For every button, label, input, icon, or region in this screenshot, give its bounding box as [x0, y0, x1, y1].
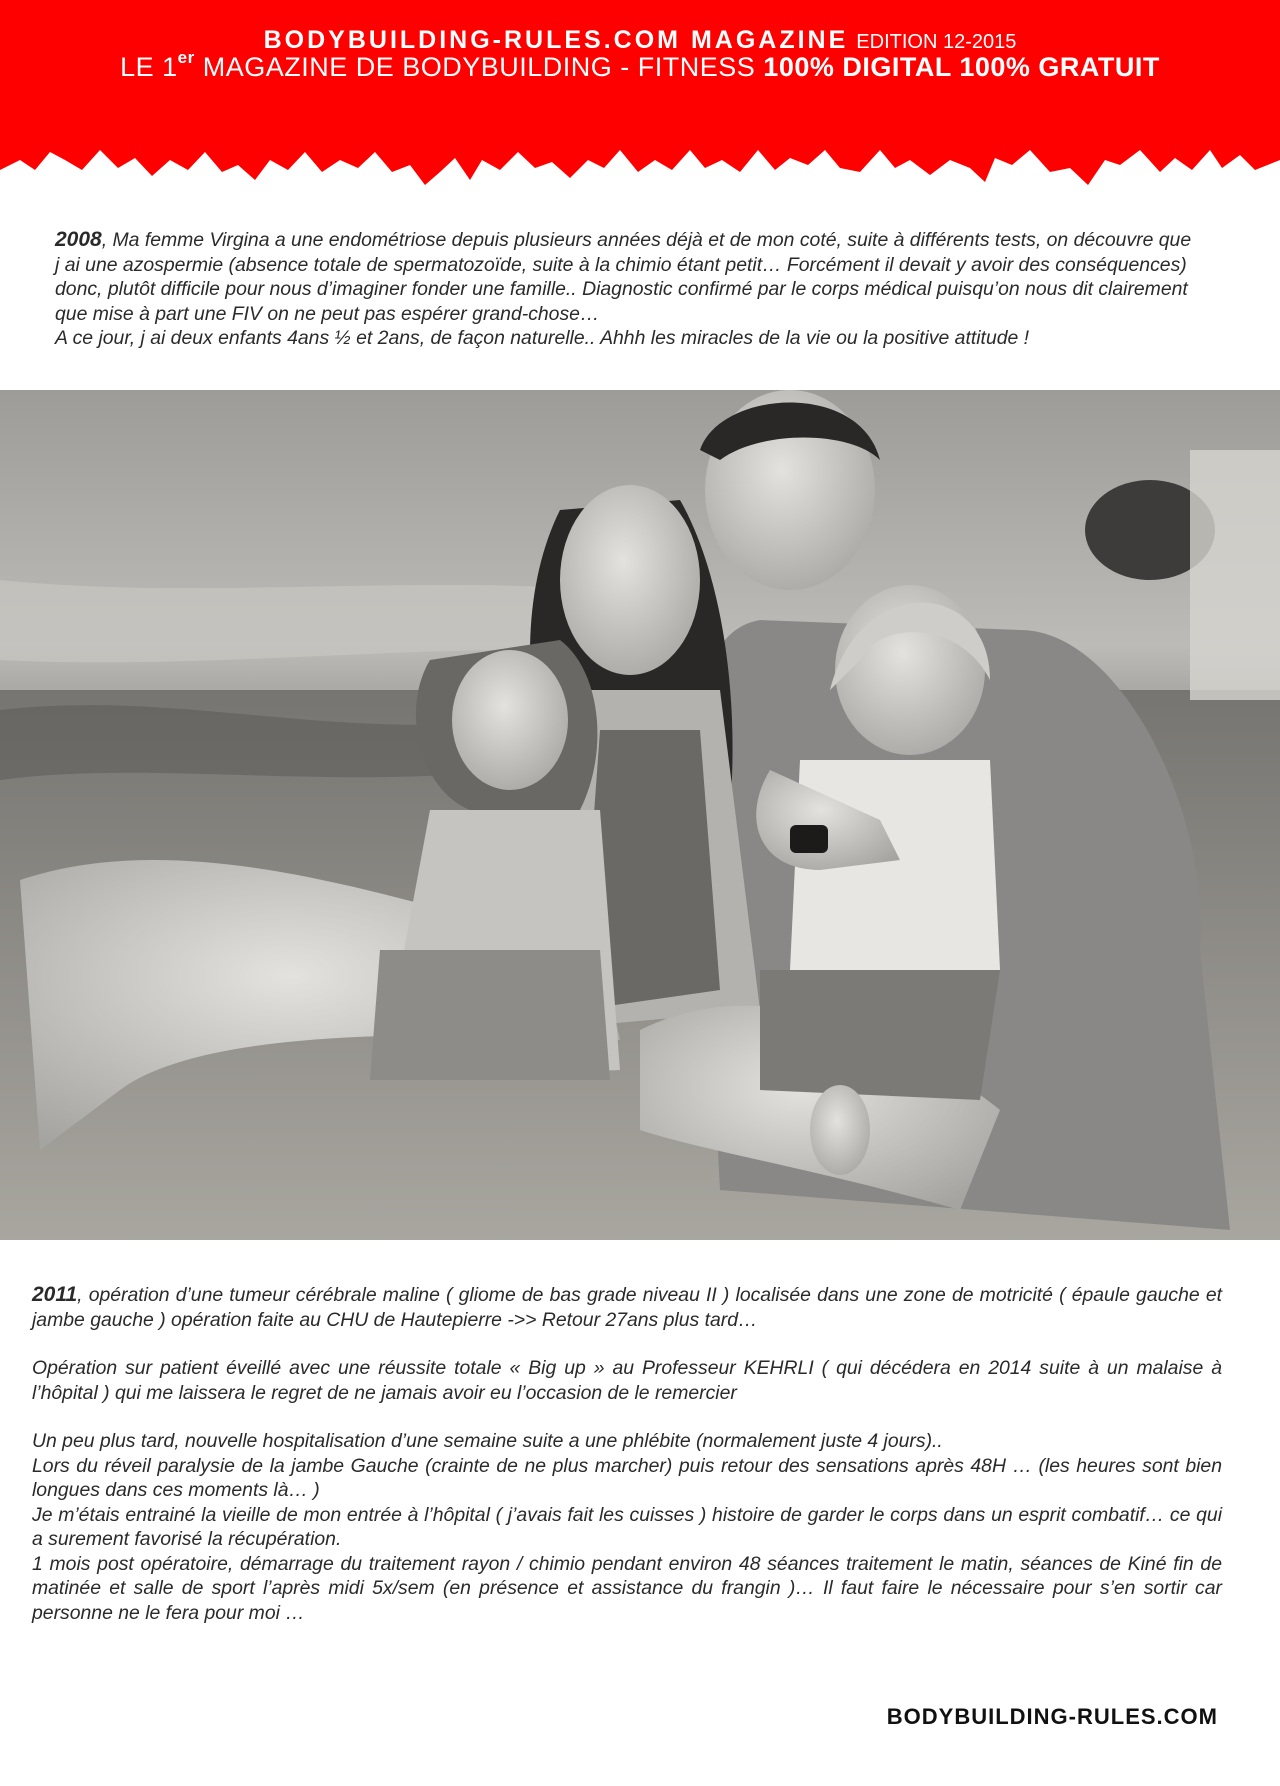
section-2011-p4: Lors du réveil paralysie de la jambe Gauche (crainte de ne plus marcher) puis retour des sensations après 48H … (les heures sont bien longues dans ces moments là… ) — [32, 1454, 1222, 1501]
section-2011-p2: Opération sur patient éveillé avec une réussite totale « Big up » au Professeur KEHRLI ( qui décédera en 2014 suite à un malaise à l’hôpital ) qui me laissera le regret de ne jamais avoir eu l’occasion de le remercier — [32, 1357, 1222, 1404]
header-banner — [0, 0, 1280, 215]
section-2011-p5: Je m’étais entrainé la vieille de mon entrée à l’hôpital ( j’avais fait les cuisses ) histoire de garder le corps dans un esprit combatif… ce qui a surement favorisé la récupération. — [32, 1503, 1222, 1550]
footer-site: BODYBUILDING-RULES.COM — [886, 1704, 1218, 1729]
family-beach-photo — [0, 390, 1280, 1240]
year-2011: 2011 — [32, 1283, 78, 1306]
year-2008: 2008 — [55, 228, 102, 251]
magazine-title: BODYBUILDING-RULES.COM MAGAZINE EDITION 12-2015 — [263, 26, 1017, 54]
section-2011-p3: Un peu plus tard, nouvelle hospitalisation d’une semaine suite a une phlébite (normalement juste 4 jours).. — [32, 1430, 943, 1452]
family-photo-illustration — [0, 390, 1280, 1240]
magazine-tagline: LE 1er MAGAZINE DE BODYBUILDING - FITNESS 100% DIGITAL 100% GRATUIT — [120, 48, 1160, 82]
section-2011 — [32, 1283, 1222, 1625]
section-2008-text2: A ce jour, j ai deux enfants 4ans ½ et 2ans, de façon naturelle.. Ahhh les miracles de la vie ou la positive attitude ! — [55, 327, 1030, 349]
section-2011-p1: , opération d’une tumeur cérébrale maline ( gliome de bas grade niveau II ) localisée dans une zone de motricité ( épaule gauche et jambe gauche ) opération faite au CHU de Hautepierre ->> Retour 27ans plus tard… — [32, 1284, 1222, 1331]
edition-label: EDITION 12-2015 — [856, 31, 1017, 53]
section-2011-p6: 1 mois post opératoire, démarrage du traitement rayon / chimio pendant environ 48 séances traitement le matin, séances de Kiné fin de matinée et salle de sport l’après midi 5x/sem (en présence et assistance du frangin )… Il faut faire le nécessaire pour s’en sortir car personne ne le fera pour moi … — [32, 1552, 1222, 1624]
section-2008-text: , Ma femme Virgina a une endométriose depuis plusieurs années déjà et de mon coté, suite à différents tests, on découvre que j ai une azospermie (absence totale de spermatozoïde, suite à la chimio étant petit… Forcément il devait y avoir des conséquences) donc, plutôt difficile pour nous d’imaginer fonder une famille.. Diagnostic confirmé par le corps médical puisqu’on nous dit clairement que mise à part une FIV on ne peut pas espérer grand-chose… — [55, 229, 1192, 325]
section-2008 — [55, 228, 1195, 351]
